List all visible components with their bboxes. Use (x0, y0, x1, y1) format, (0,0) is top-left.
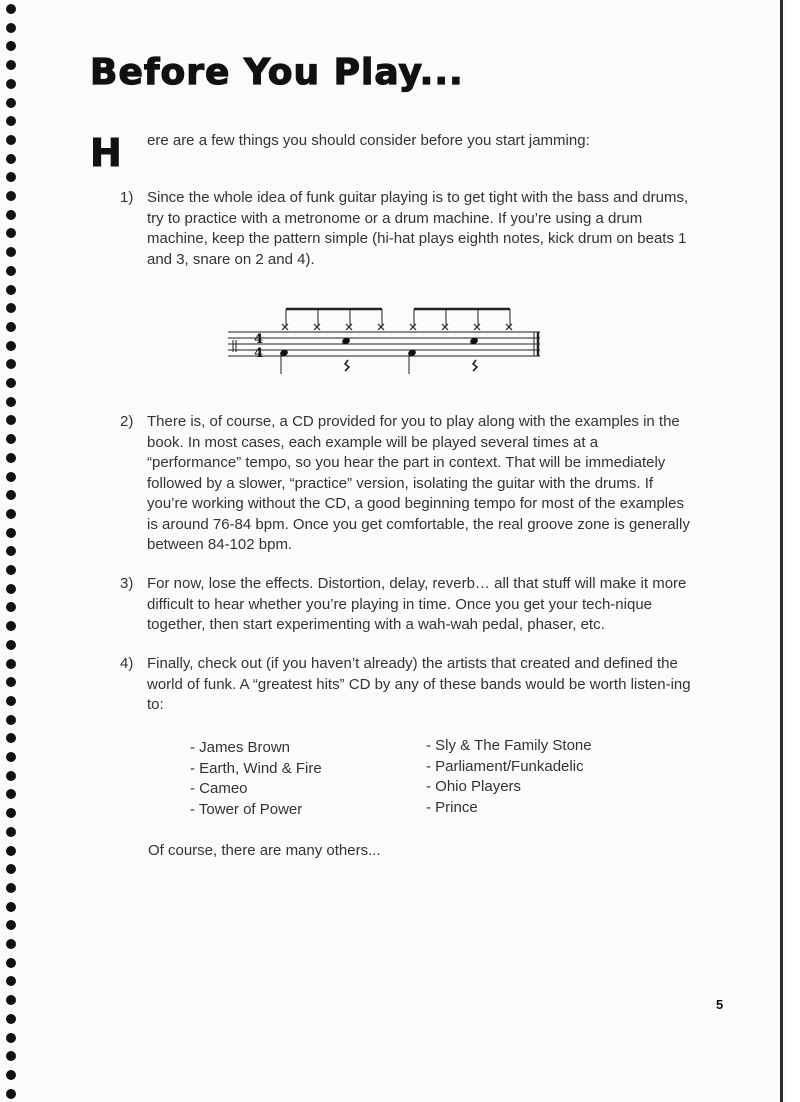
binding-hole (6, 41, 16, 51)
binding-hole (6, 397, 16, 407)
item-number: 1) (120, 189, 134, 206)
band-item: - Sly & The Family Stone (426, 737, 592, 754)
binding-hole (6, 808, 16, 818)
binding-hole (6, 677, 16, 687)
binding-hole (6, 135, 16, 145)
binding-hole (6, 565, 16, 575)
band-item: - Prince (426, 798, 478, 816)
binding-hole (6, 434, 16, 444)
binding-hole (6, 939, 16, 949)
binding-hole (6, 1070, 16, 1080)
intro-paragraph (90, 128, 710, 174)
binding-hole (6, 528, 16, 538)
time-signature-bottom: 4 (254, 346, 264, 361)
drop-cap: H (90, 131, 122, 175)
binding-hole (6, 322, 16, 332)
binding-hole (6, 191, 16, 201)
closing-text: Of course, there are many others... (148, 842, 381, 859)
binding-hole (6, 902, 16, 912)
binding-hole (6, 509, 16, 519)
item-text: Since the whole idea of funk guitar playing is to get tight with the bass and drums, try to practice with a metronome or a drum machine. If you’re using a drum machine, keep the pattern simple (hi-hat plays eighth notes, kick drum on beats 1 and 3, snare on 2 and 4). (147, 189, 689, 268)
drum-notation (228, 302, 548, 382)
binding-hole (6, 453, 16, 463)
binding-hole (6, 98, 16, 108)
list-item (120, 574, 692, 636)
rests (345, 360, 477, 371)
band-list (190, 738, 630, 828)
binding-hole (6, 247, 16, 257)
binding-hole (6, 359, 16, 369)
binding-hole (6, 621, 16, 631)
item-text: Finally, check out (if you haven’t already) the artists that created and defined the world of funk. A “greatest hits” CD by any of these bands would be worth listen-ing to: (147, 655, 691, 713)
binding-hole (6, 752, 16, 762)
band-item: - James Brown (190, 739, 291, 756)
band-item: - Earth, Wind & Fire (190, 759, 322, 777)
band-item: - Tower of Power (190, 800, 303, 818)
binding-hole (6, 789, 16, 799)
binding-hole (6, 1089, 16, 1099)
binding-hole (6, 210, 16, 220)
binding-hole (6, 60, 16, 70)
binding-hole (6, 378, 16, 388)
binding-hole (6, 733, 16, 743)
binding-hole (6, 154, 16, 164)
binding-hole (6, 958, 16, 968)
binding-hole (6, 415, 16, 425)
band-column-left (190, 738, 322, 820)
binding-hole (6, 4, 16, 14)
binding-hole (6, 1051, 16, 1061)
time-signature-top: 4 (254, 332, 264, 347)
item-number: 3) (120, 575, 134, 592)
item-number: 4) (120, 655, 134, 672)
binding-hole (6, 771, 16, 781)
intro-text: ere are a few things you should consider before you start jamming: (147, 132, 590, 149)
item-text: For now, lose the effects. Distortion, delay, reverb… all that stuff will make it more difficult to hear whether you’re playing in time. Once you get your tech-nique together, then start experimenting with a wah-wah pedal, phaser, etc. (147, 575, 687, 633)
binding-hole (6, 715, 16, 725)
binding-hole (6, 827, 16, 837)
binding-hole (6, 920, 16, 930)
band-column-right (426, 736, 592, 818)
binding-hole (6, 116, 16, 126)
binding-hole (6, 472, 16, 482)
item-number: 2) (120, 413, 134, 430)
binding-hole (6, 1014, 16, 1024)
spiral-binding (0, 0, 22, 1102)
binding-hole (6, 602, 16, 612)
binding-hole (6, 995, 16, 1005)
binding-hole (6, 584, 16, 594)
binding-hole (6, 285, 16, 295)
binding-hole (6, 79, 16, 89)
item-text: There is, of course, a CD provided for you to play along with the examples in the book. In most cases, each example will be played several times at a “performance” tempo, so you hear the part in context. That will be immediately followed by a slower, “practice” version, isolating the guitar with the drums. If you’re working without the CD, a good beginning tempo for most of the examples is around 76-84 bpm. Once you get comfortable, the real groove zone is generally between 84-102 bpm. (147, 413, 690, 553)
binding-hole (6, 228, 16, 238)
page-edge (780, 0, 783, 1102)
binding-hole (6, 172, 16, 182)
list-item (120, 188, 692, 270)
band-item: - Ohio Players (426, 778, 522, 795)
binding-hole (6, 640, 16, 650)
binding-hole (6, 976, 16, 986)
page-number: 5 (716, 997, 724, 1012)
binding-hole (6, 659, 16, 669)
page-title: Before You Play... (90, 52, 464, 93)
binding-hole (6, 303, 16, 313)
list-item (120, 654, 692, 716)
binding-hole (6, 490, 16, 500)
binding-hole (6, 23, 16, 33)
binding-hole (6, 266, 16, 276)
binding-hole (6, 341, 16, 351)
binding-hole (6, 846, 16, 856)
band-item: - Cameo (190, 780, 248, 797)
binding-hole (6, 883, 16, 893)
binding-hole (6, 546, 16, 556)
list-item (120, 412, 692, 556)
binding-hole (6, 1033, 16, 1043)
binding-hole (6, 696, 16, 706)
band-item: - Parliament/Funkadelic (426, 757, 584, 775)
binding-hole (6, 864, 16, 874)
